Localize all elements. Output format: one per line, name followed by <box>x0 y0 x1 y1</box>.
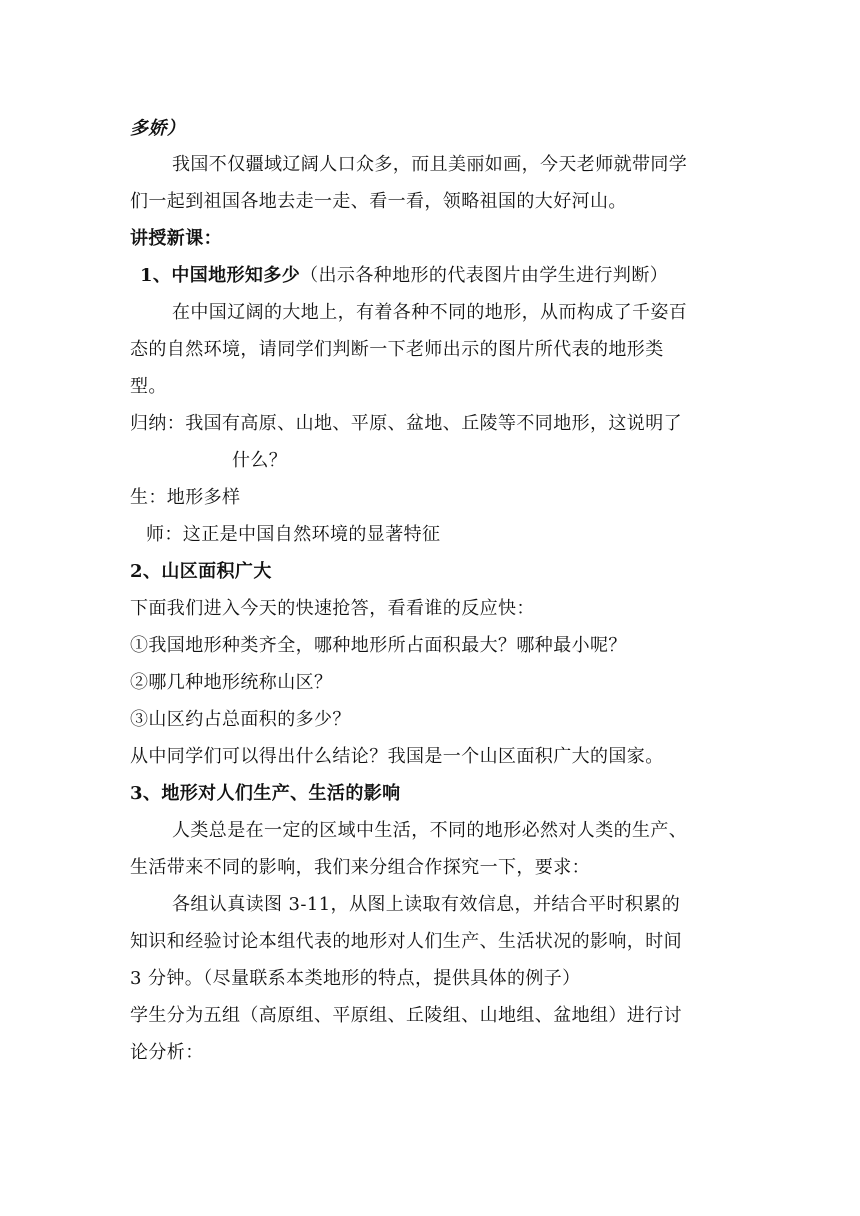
text-line: ③山区约占总面积的多少？ <box>130 709 351 730</box>
text-line: 3 分钟。（尽量联系本类地形的特点，提供具体的例子） <box>130 968 581 989</box>
section-heading: 1、中国地形知多少 <box>140 265 301 286</box>
text-line: 人类总是在一定的区域中生活，不同的地形必然对人类的生产、 <box>172 820 688 841</box>
text-line: 师：这正是中国自然环境的显著特征 <box>146 524 441 545</box>
text-line: 态的自然环境，请同学们判断一下老师出示的图片所代表的地形类 <box>130 339 664 360</box>
text-line: 我国不仅疆域辽阔人口众多，而且美丽如画，今天老师就带同学 <box>172 154 688 175</box>
text-line: 生：地形多样 <box>130 487 241 508</box>
section-heading: 2、山区面积广大 <box>130 561 272 582</box>
section-heading: 讲授新课： <box>130 228 222 249</box>
text-line: 在中国辽阔的大地上，有着各种不同的地形，从而构成了千姿百 <box>172 302 688 323</box>
text-line: 生活带来不同的影响，我们来分组合作探究一下，要求： <box>130 857 590 878</box>
text-line: ②哪几种地形统称山区？ <box>130 672 333 693</box>
text-line: 从中同学们可以得出什么结论？我国是一个山区面积广大的国家。 <box>130 746 664 767</box>
text-line: 知识和经验讨论本组代表的地形对人们生产、生活状况的影响，时间 <box>130 931 682 952</box>
section-heading: 3、地形对人们生产、生活的影响 <box>130 783 401 804</box>
heading-line <box>140 263 668 289</box>
text-line: 学生分为五组（高原组、平原组、丘陵组、山地组、盆地组）进行讨 <box>130 1005 682 1026</box>
text-line: ①我国地形种类齐全，哪种地形所占面积最大？哪种最小呢？ <box>130 635 627 656</box>
heading-note: （出示各种地形的代表图片由学生进行判断） <box>300 265 669 286</box>
text-line: 各组认真读图 3-11，从图上读取有效信息，并结合平时积累的 <box>172 894 681 915</box>
text-line: 归纳：我国有高原、山地、平原、盆地、丘陵等不同地形，这说明了 <box>130 413 682 434</box>
text-line: 多娇） <box>130 118 186 139</box>
text-line: 们一起到祖国各地去走一走、看一看，领略祖国的大好河山。 <box>130 191 627 212</box>
text-line: 论分析： <box>130 1042 204 1063</box>
text-line: 型。 <box>130 376 167 397</box>
text-line: 下面我们进入今天的快速抢答，看看谁的反应快： <box>130 598 535 619</box>
text-line: 什么？ <box>232 450 288 471</box>
